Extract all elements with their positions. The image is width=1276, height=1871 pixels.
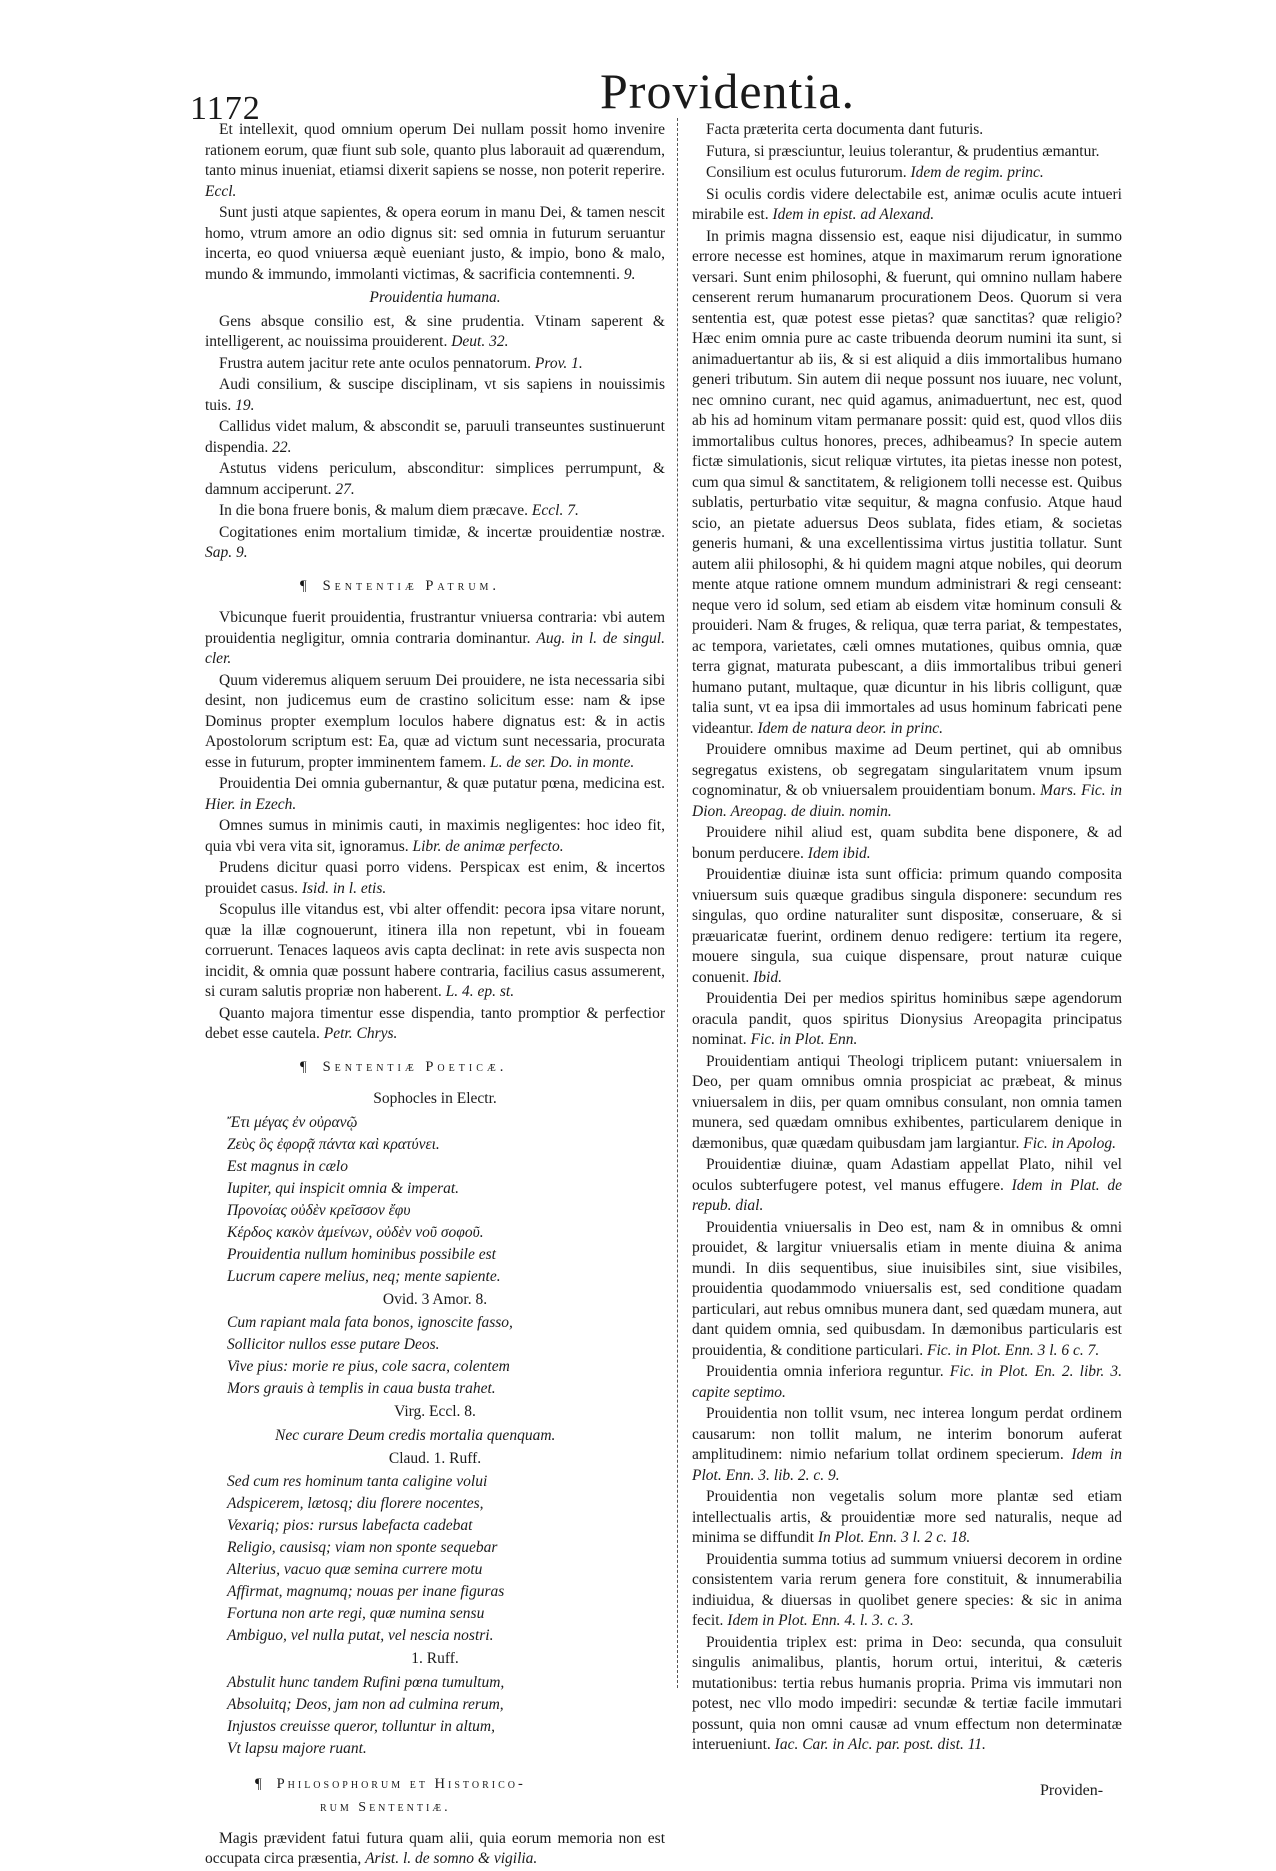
verse-line: Religio, causisq; viam non sponte sequebar <box>227 1539 498 1556</box>
paragraph: Prouidentiæ diuinæ ista sunt officia: primum quando composita vniuersum suis quæque gradibus singula disponere: secundum res singulas, quo ordine naturaliter sunt dispositæ, conseruare, & si præuaricatæ fuerint, ordinem denuo redigere: tertium ita regere, mouere singula, sua cuique dispensare, prout naturæ cuique conuenit. Ibid. <box>692 866 1122 986</box>
subheading-humana: Prouidentia humana. <box>369 289 501 306</box>
verse-line: Alterius, vacuo quæ semina currere motu <box>227 1561 483 1578</box>
verse-line: Προνοίας οὐδὲν κρεῖσσον ἔφυ <box>227 1201 411 1219</box>
paragraph: Si oculis cordis videre delectabile est, animæ oculis acute intueri mirabile est. Idem in epist. ad Alexand. <box>692 185 1122 223</box>
paragraph: Prouidere nihil aliud est, quam subdita bene disponere, & ad bonum perducere. Idem ibid. <box>692 824 1122 862</box>
paragraph: Prouidentia Dei per medios spiritus hominibus sæpe agendorum oracula pandit, quos spiritus Dionysius Areopagita principatus nominat. Fic. in Plot. Enn. <box>692 990 1122 1048</box>
pilcrow-icon: ¶ <box>300 577 311 594</box>
verse-line: Est magnus in cælo <box>227 1157 348 1175</box>
paragraph: Prouidentiæ diuinæ, quam Adastiam appellat Plato, nihil vel oculos subterfugere potest, vel manus effugere. Idem in Plat. de repub. dial. <box>692 1156 1122 1214</box>
author-sophocles: Sophocles in Electr. <box>373 1090 497 1107</box>
paragraph: Futura, si præsciuntur, leuius tolerantur, & prudentius æmantur. <box>706 142 1100 160</box>
running-head: Providentia. <box>600 63 856 119</box>
column-rule <box>677 118 678 1688</box>
heading-patrum: ¶ Sententiæ Patrum. <box>300 577 501 594</box>
verse-line: Injustos creuisse queror, tolluntur in altum, <box>227 1717 495 1735</box>
verse-line: Iupiter, qui inspicit omnia & imperat. <box>227 1179 460 1197</box>
paragraph: Prudens dicitur quasi porro videns. Perspicax est enim, & incertos prouidet casus. Isid. in l. etis. <box>205 859 665 897</box>
paragraph: Frustra autem jacitur rete ante oculos pennatorum. Prov. 1. <box>219 354 583 372</box>
paragraph: Sunt justi atque sapientes, & opera eorum in manu Dei, & tamen nescit homo, vtrum amore an odio dignus sit: sed omnia in futurum seruantur incerta, eo quod vniuersa æquè eueniant justo, & impio, bono & malo, mundo & immundo, immolanti victimas, & sacrificia contemnenti. 9. <box>205 204 665 283</box>
paragraph: In die bona fruere bonis, & malum diem præcave. Eccl. 7. <box>219 502 579 519</box>
author-claudian: Claud. 1. Ruff. <box>388 1449 482 1467</box>
verse-line: Vive pius: morie re pius, cole sacra, colentem <box>227 1358 510 1375</box>
paragraph: Prouidentia triplex est: prima in Deo: secunda, qua consuluit singulis animalibus, plantis, horum ortui, interitui, & cæteris mutationibus: tertia rebus humanis propria. Prima vis immutari non potest, nec vllo modo impediri: secundæ & tertiæ facile immutari possunt, quia non omni causæ ad vnum effectum non determinatæ interueniunt. Iac. Car. in Alc. par. post. dist. 11. <box>692 1633 1122 1753</box>
verse-line: Absoluitq; Deos, jam non ad culmina rerum, <box>227 1695 504 1713</box>
paragraph: Consilium est oculus futurorum. Idem de regim. princ. <box>706 164 1044 181</box>
verse-line: Affirmat, magnumq; nouas per inane figuras <box>227 1583 505 1600</box>
page-number: 1172 <box>190 90 261 127</box>
verse-line: Ζεὺς ὃς ἐφορᾷ πάντα καὶ κρατύνει. <box>227 1135 440 1153</box>
heading-philosophorum: ¶ Philosophorum et Historico- <box>255 1775 526 1792</box>
verse-line: Vt lapsu majore ruant. <box>227 1739 367 1757</box>
paragraph: Audi consilium, & suscipe disciplinam, vt sis sapiens in nouissimis tuis. 19. <box>205 376 665 414</box>
claudian-verses <box>205 1471 665 1647</box>
author-claudian-2: 1. Ruff. <box>411 1650 459 1667</box>
paragraph: Magis prævident fatui futura quam alii, quia eorum memoria non est occupata circa præsentia, Arist. l. de somno & vigilia. <box>205 1829 665 1867</box>
ovid-verses <box>205 1312 665 1400</box>
verse-line: Κέρδος κακὸν ἀμείνων, οὐδὲν νοῦ σοφοῦ. <box>227 1223 484 1241</box>
paragraph: Prouidentia summa totius ad summum vniuersi decorem in ordine consistentem varia rerum genera fore constituit, & innumerabilia indiuidua, & diuersas in quolibet genere species: & sic in anima fecit. Idem in Plot. Enn. 4. l. 3. c. 3. <box>692 1550 1122 1629</box>
paragraph: In primis magna dissensio est, eaque nisi dijudicatur, in summo errore necesse est homines, atque in maximarum rerum ignoratione versari. Sunt enim philosophi, & fuerunt, qui omnino nullam habere censerent rerum humanarum procurationem Deos. Quorum si vera sententia est, quæ potest esse pietas? quæ sanctitas? quæ religio? Hæc enim omnia pure ac caste tribuenda deorum numini ita sunt, si animaduertantur ab iis, & si est aliquid a diis immortalibus humano generi tributum. Sin autem dii neque possunt nos iuuare, nec volunt, nec omnino curant, nec quid agamus, animaduertunt, nec est, quod ab his ad hominum vitam permanare possit: quid est, quod vllos diis immortalibus cultus honores, preces, adhibeamus? In specie autem fictæ simulationis, sicut reliquæ virtutes, ita pietas inesse non potest, cum qua simul & sanctitatem, & religionem tolli necesse est. Quibus sublatis, perturbatio vitæ sequitur, & magna confusio. Atque haud scio, an pietate aduersus Deos sublata, fides etiam, & societas generis humani, & una excellentissima virtus justitia tollatur. Sunt autem alii philosophi, & hi quidem magni atque nobiles, qui deorum mente atque ratione omnem mundum administrari & regi censeant: neque vero id solum, sed etiam ab eisdem vitæ hominum consuli & prouideri. Nam & fruges, & reliqua, quæ terra pariat, & tempestates, ac tempora, varietates, cæli omnes mutationes, quibus omnia, quæ terra gignat, maturata pubescant, a diis immortalibus tribui generi humano putant, multaque, quæ dicuntur in his libris colligunt, quæ talia sunt, vt ea ipsa dii immortales ad usus hominum fabricati pene videantur. Idem de natura deor. in princ. <box>692 227 1122 737</box>
claudian-verses-2 <box>205 1672 665 1760</box>
paragraph: Cogitationes enim mortalium timidæ, & incertæ prouidentiæ nostræ. Sap. 9. <box>205 523 665 561</box>
patrum-paragraphs <box>205 608 665 1045</box>
verse-line: Cum rapiant mala fata bonos, ignoscite fasso, <box>227 1314 513 1331</box>
paragraph: Prouidentia non vegetalis solum more plantæ sed etiam intellectualis artis, & prouidentiæ more sed naturalis, neque ad minima se diffundit In Plot. Enn. 3 l. 2 c. 18. <box>692 1488 1122 1546</box>
paragraph: Prouidentia non tollit vsum, nec interea longum perdat ordinem causarum: non tollit malum, ne interim bonorum auferat amplitudinem: nimio nefarium tollat ordinem specierum. Idem in Plot. Enn. 3. lib. 2. c. 9. <box>692 1405 1122 1484</box>
pilcrow-icon: ¶ <box>255 1775 265 1792</box>
verse-line: Abstulit hunc tandem Rufini pœna tumultum, <box>227 1673 505 1691</box>
greek-verses <box>205 1112 665 1288</box>
paragraph: Astutus videns periculum, absconditur: simplices perrumpunt, & damnum acciperunt. 27. <box>205 460 665 498</box>
verse-line: Ἔτι μέγας ἐν οὐρανῷ <box>227 1113 358 1131</box>
right-column <box>692 120 1122 1757</box>
paragraph: Callidus videt malum, & abscondit se, paruuli transeuntes sustinuerunt dispendia. 22. <box>205 418 665 456</box>
verse-line: Fortuna non arte regi, quæ numina sensu <box>227 1605 485 1622</box>
paragraph: Prouidentia vniuersalis in Deo est, nam & in omnibus & omni prouidet, & largitur vniuersalis etiam in mente diuina & anima mundi. In diis sequentibus, siue inuisibiles sint, siue visibiles, prouidentia quodammodo vniuersalis est, sed conditione quadam particulari, aut rebus omnibus munera dant, sed quædam munera, aut dant quidem omnia, sed quibusdam. In dæmonibus particularis est prouidentia, & conditione particulari. Fic. in Plot. Enn. 3 l. 6 c. 7. <box>692 1218 1122 1359</box>
verse-line: Nec curare Deum credis mortalia quenquam. <box>275 1426 556 1444</box>
opening-paragraphs <box>205 120 665 285</box>
paragraph: Prouidentia Dei omnia gubernantur, & quæ putatur pœna, medicina est. Hier. in Ezech. <box>205 775 665 813</box>
verse-line: Sed cum res hominum tanta caligine volui <box>227 1473 488 1490</box>
paragraph: Prouidere omnibus maxime ad Deum pertinet, qui ab omnibus segregatus existens, ob segregatam singularitatem vnum ipsum cognominatur, & ob vniuersalem prouidentiam bonum. Mars. Fic. in Dion. Areopag. de diuin. nomin. <box>692 741 1123 820</box>
heading-poetic: ¶ Sententiæ Poeticæ. <box>300 1058 508 1075</box>
verse-line: Sollicitor nullos esse putare Deos. <box>227 1336 440 1353</box>
catchword: Providen- <box>1040 1782 1104 1799</box>
pilcrow-icon: ¶ <box>300 1058 311 1075</box>
verse-line: Mors grauis à templis in caua busta trahet. <box>227 1380 496 1397</box>
heading-philosophorum-line2: rum Sententiæ. <box>320 1800 451 1815</box>
paragraph: Gens absque consilio est, & sine prudentia. Vtinam saperent & intelligerent, ac nouissima prouiderent. Deut. 32. <box>205 312 665 350</box>
paragraph: Et intellexit, quod omnium operum Dei nullam possit homo invenire rationem eorum, quæ fiunt sub sole, quanto plus laborauit ad quærendum, tanto minus inueniat, etiamsi dixerit sapiens se nosse, non poterit reperire. Eccl. <box>205 121 665 200</box>
verse-line: Ambiguo, vel nulla putat, vel nescia nostri. <box>227 1627 494 1644</box>
paragraph: Quum videremus aliquem seruum Dei prouidere, ne ista necessaria sibi desint, non judicemus eum de crastino solicitum esse: nam & ipse Dominus propter exemplum loculos habere dignatus est: & in actis Apostolorum scriptum est: Ea, quæ ad victum sunt necessaria, procurata esse in futurum, propter imminentem famem. L. de ser. Do. in monte. <box>205 671 665 771</box>
paragraph: Quanto majora timentur esse dispendia, tanto promptior & perfectior debet esse cautela. Petr. Chrys. <box>205 1004 665 1042</box>
paragraph: Facta præterita certa documenta dant futuris. <box>706 121 984 138</box>
verse-line: Adspicerem, lætosq; diu florere nocentes, <box>227 1495 484 1512</box>
paragraph: Scopulus ille vitandus est, vbi alter offendit: pecora ipsa vitare norunt, quæ la illæ cognouerunt, itinera illa non repetunt, vbi in foueam corruerunt. Tenaces laqueos avis capta declinat: in rete avis suspecta non incidit, & omnia quæ possunt habere contraria, facilius casus assumerent, si curam salutis propriæ non haberent. L. 4. ep. st. <box>205 901 665 1000</box>
paragraph: Vbicunque fuerit prouidentia, frustrantur vniuersa contraria: vbi autem prouidentia negligitur, omnia contraria dominantur. Aug. in l. de singul. cler. <box>205 609 665 667</box>
paragraph: Prouidentia omnia inferiora reguntur. Fic. in Plot. En. 2. libr. 3. capite septimo. <box>692 1363 1122 1401</box>
verse-line: Vexariq; pios: rursus labefacta cadebat <box>227 1517 473 1534</box>
author-virgil: Virg. Eccl. 8. <box>394 1403 476 1420</box>
author-ovid: Ovid. 3 Amor. 8. <box>382 1290 488 1308</box>
paragraph: Omnes sumus in minimis cauti, in maximis negligentes: hoc ideo fit, quia vbi vera vita sit, ignoramus. Libr. de animæ perfecto. <box>205 817 665 855</box>
paragraph: Prouidentiam antiqui Theologi triplicem putant: vniuersalem in Deo, per quam omnibus omnia prospiciat ac præbeat, & minus vniuersalem in diis, per quam omnibus consulant, non omnia tamen munera, sed quædam omnibus exhibentes, particularem denique in dæmonibus, quæ quædam quibusdam jam largiantur. Fic. in Apolog. <box>692 1052 1122 1152</box>
left-column <box>205 120 665 1871</box>
verse-line: Lucrum capere melius, neq; mente sapiente. <box>227 1267 501 1285</box>
humana-paragraphs <box>205 312 665 564</box>
verse-line: Prouidentia nullum hominibus possibile est <box>227 1245 496 1263</box>
